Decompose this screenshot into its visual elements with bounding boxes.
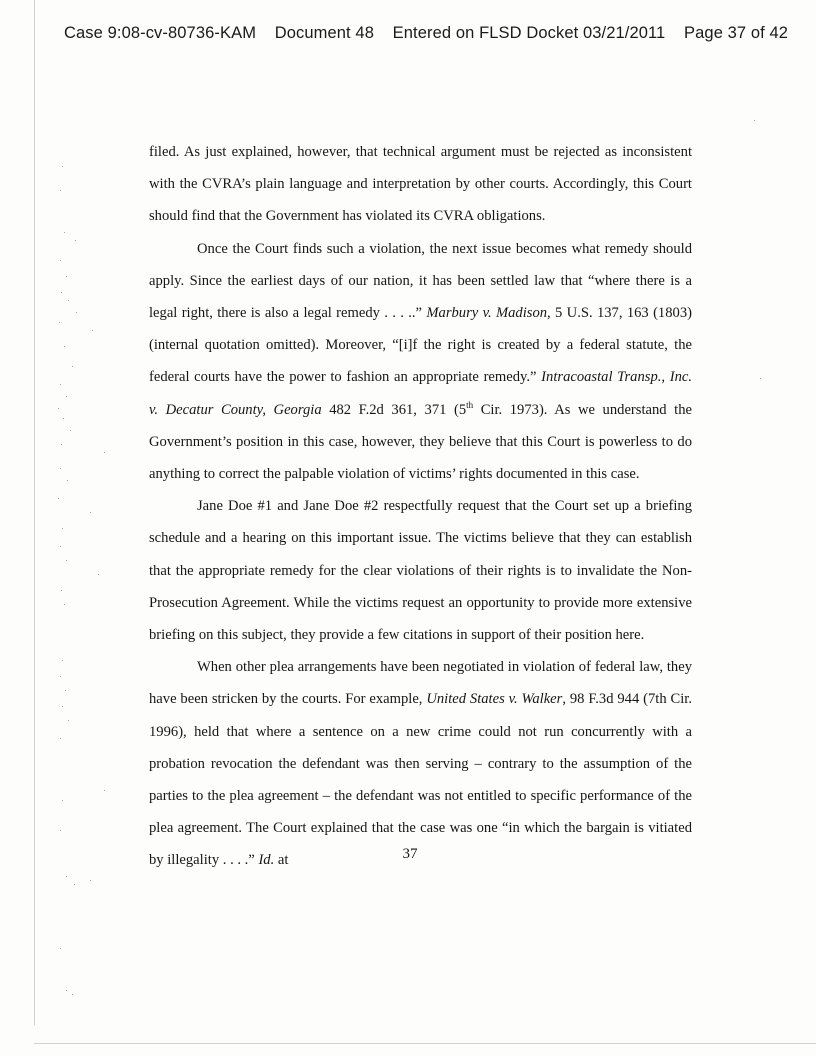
- paragraph-3: Jane Doe #1 and Jane Doe #2 respectfully request that the Court set up a briefing schedule and a hearing on this important issue. The victims believe that they can establish that the appropriate remedy for the clear violations of their rights is to invalidate the Non-Prosecution Agreement. While the victims request an opportunity to provide more extensive briefing on this subject, they provide a few citations in support of their position here.: [149, 498, 692, 644]
- case-number: Case 9:08-cv-80736-KAM: [64, 24, 257, 42]
- case-citation: Intracoastal Transp., Inc. v. Decatur County, Georgia: [149, 369, 692, 418]
- case-citation: United States v. Walker: [426, 691, 563, 708]
- paragraph-2: Once the Court finds such a violation, the next issue becomes what remedy should apply. Since the earliest days of our nation, it has been settled law that “where there is a legal right, there is also a legal remedy . . . ..” Marbury v. Madison, 5 U.S. 137, 163 (1803) (internal quotation omitted). Moreover, “[i]f the right is created by a federal statute, the federal courts have the power to fashion an appropriate remedy.” Intracoastal Transp., Inc. v. Decatur County, Georgia 482 F.2d 361, 371 (5th Cir. 1973). As we understand the Government’s position in this case, however, they believe that this Court is powerless to do anything to correct the palpable violation of victims’ rights documented in this case.: [149, 240, 692, 483]
- document-number: Document 48: [274, 24, 374, 42]
- document-body: [149, 136, 692, 877]
- court-filing-header: [64, 24, 789, 43]
- page-count: Page 37 of 42: [684, 24, 789, 42]
- case-citation: Marbury v. Madison: [426, 305, 548, 322]
- ordinal-superscript: th: [466, 399, 474, 410]
- id-citation: Id.: [258, 852, 275, 869]
- page-number: 37: [402, 846, 418, 862]
- paragraph-4: When other plea arrangements have been negotiated in violation of federal law, they have been stricken by the courts. For example, United States v. Walker, 98 F.3d 944 (7th Cir. 1996), held that where a sentence on a new crime could not run concurrently with a probation revocation the defendant was then serving – contrary to the assumption of the parties to the plea agreement – the defendant was not entitled to specific performance of the plea agreement. The Court explained that the case was one “in which the bargain is vitiated by illegality . . . .” Id. at: [149, 659, 692, 869]
- paragraph-1: filed. As just explained, however, that technical argument must be rejected as inconsistent with the CVRA’s plain language and interpretation by other courts. Accordingly, this Court should find that the Government has violated its CVRA obligations.: [149, 144, 692, 225]
- docket-entry: Entered on FLSD Docket 03/21/2011: [392, 24, 666, 42]
